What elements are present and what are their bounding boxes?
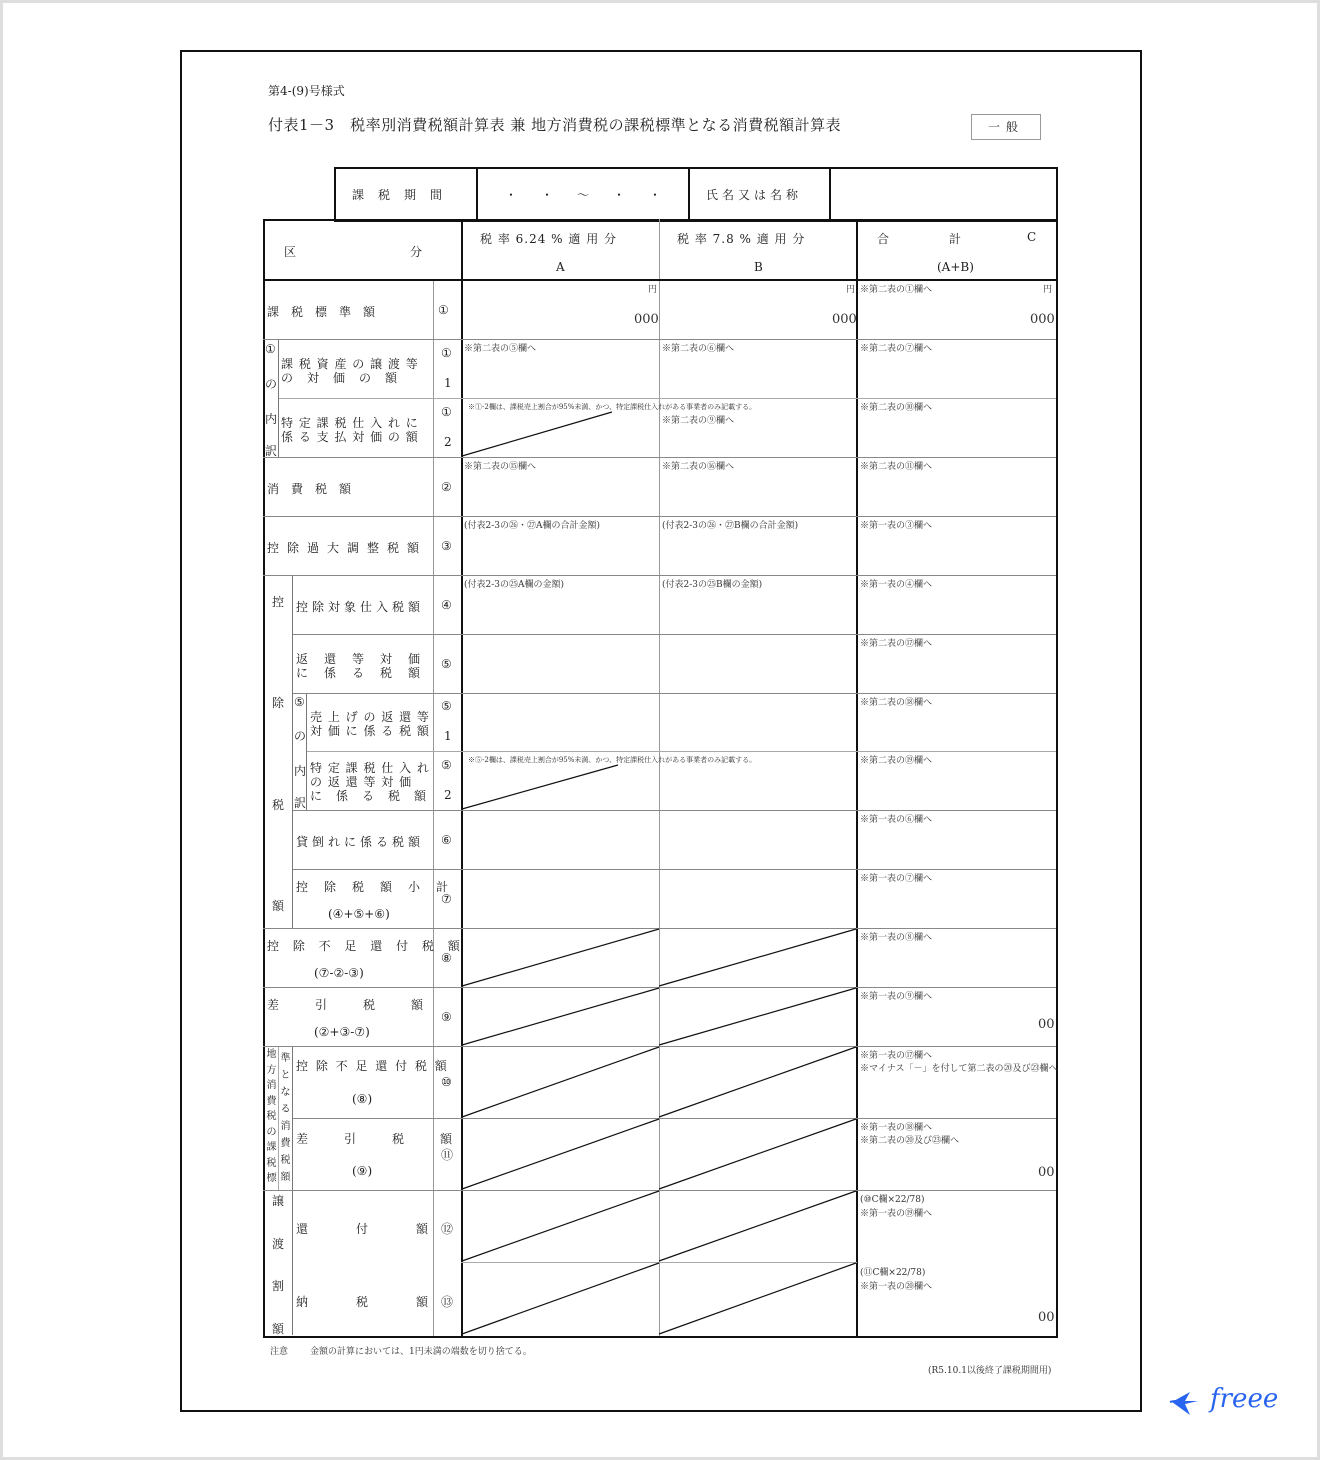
row1-2-a-note: ※①-2欄は、課税売上割合が95%未満、かつ、特定課税仕入れがある事業者のみ記載する。 [468,403,757,411]
cell-grid-a[interactable] [463,282,658,928]
col-c-left: 合 [877,232,890,246]
chiho-char: 準 [280,1053,291,1064]
row1-a-value[interactable]: 000 [634,312,659,327]
chiho-char: 消 [280,1121,291,1132]
row5-1-num-bot: 1 [444,729,452,743]
row10-c-note-1: ※第一表の⑰欄へ [860,1051,933,1061]
row8-c-note: ※第一表の⑧欄へ [860,933,933,943]
row5-1-label-2: 対 価 に 係 る 税 額 [310,724,430,738]
row1-num: ① [438,303,449,317]
group-joto-0: 譲 [272,1194,285,1208]
row1-c-value[interactable]: 000 [1030,312,1055,327]
chiho-char: 費 [280,1138,291,1149]
chiho-char: 地 [266,1049,277,1060]
row5-1-c-note: ※第二表の⑱欄へ [860,698,933,708]
row7-label-1: 控 除 税 額 小 計 [296,880,451,894]
row1-1-a-note: ※第二表の⑤欄へ [464,344,537,354]
row6-num: ⑥ [441,833,452,847]
row5-2-num-top: ⑤ [441,758,452,772]
row4-c-note: ※第一表の④欄へ [860,580,933,590]
row10-num: ⑩ [441,1075,452,1089]
group-chiho-right [279,1050,292,1186]
row1-2-label-1: 特 定 課 税 仕 入 れ に [281,416,419,430]
row6-c-note: ※第一表の⑥欄へ [860,815,933,825]
row5-2-label-1: 特 定 課 税 仕 入 れ [310,761,430,775]
row4-a-note: (付表2-3の㉕A欄の金額) [464,580,565,590]
row4-b-note: (付表2-3の㉕B欄の金額) [662,580,763,590]
row5-1-num-top: ⑤ [441,699,452,713]
group-joto-3: 額 [272,1322,285,1336]
row1-b-value[interactable]: 000 [832,312,857,327]
row2-label: 消 費 税 額 [267,482,352,496]
form-title: 付表1－3 税率別消費税額計算表 兼 地方消費税の課税標準となる消費税額計算表 [268,116,842,134]
row1-c-note: ※第二表の①欄へ [860,285,933,295]
row13-c-value[interactable]: 00 [1038,1310,1055,1325]
row1-a-unit: 円 [648,285,658,295]
row3-b-note: (付表2-3の㉖・㉗B欄の合計金額) [662,521,799,531]
row6-label: 貸倒れに係る税額 [296,835,425,849]
chiho-char: の [266,1126,277,1138]
col-c-sum: (A+B) [937,260,974,274]
row2-c-note: ※第二表の⑪欄へ [860,462,933,472]
type-badge: 一般 [971,114,1041,140]
row12-c-note-1: (⑩C欄×22/78) [860,1195,925,1205]
chiho-char: 方 [266,1064,277,1076]
row11-c-value[interactable]: 00 [1038,1165,1055,1180]
row1-2-label-2: 係 る 支 払 対 価 の 額 [281,430,419,444]
applicability-note: (R5.10.1以後終了課税期間用) [928,1366,1052,1376]
row8-num: ⑧ [441,951,452,965]
row3-num: ③ [441,539,452,553]
row12-num: ⑫ [441,1222,454,1236]
row11-c-note-1: ※第一表の⑱欄へ [860,1123,933,1133]
group-uchiwake1-3: 訳 [265,444,278,458]
period-label: 課税期間 [352,188,457,202]
row7-label-2: (④+⑤+⑥) [328,907,390,921]
period-value[interactable]: ・ ・ ～ ・ ・ [505,188,668,202]
row12-c-note-2: ※第一表の⑲欄へ [860,1209,933,1219]
row1-2-num-bot: 2 [444,435,452,449]
group-kojo-0: 控 [272,595,285,609]
freee-wordmark: freee [1210,1384,1279,1414]
group-uchiwake5-2: 内 [294,764,307,778]
cell-grid-c[interactable] [858,296,1053,1334]
row8-label-2: (⑦-②-③) [314,966,364,980]
group-uchiwake1-2: 内 [265,412,278,426]
row9-c-note: ※第一表の⑨欄へ [860,992,933,1002]
row1-1-label-1: 課 税 資 産 の 譲 渡 等 [281,357,419,371]
row1-1-num-top: ① [441,346,452,360]
group-kojo-1: 除 [272,696,285,710]
chiho-char: と [280,1070,291,1081]
row1-2-c-note: ※第二表の⑩欄へ [860,403,933,413]
row5-2-label-3: に 係 る 税 額 [310,789,428,803]
col-a-title: 税 率 6.24 % 適 用 分 [480,232,618,246]
row7-num: ⑦ [441,892,452,906]
row7-c-note: ※第一表の⑦欄へ [860,874,933,884]
row13-c-note-1: (⑪C欄×22/78) [860,1268,926,1278]
row2-b-note: ※第二表の⑯欄へ [662,462,735,472]
row2-num: ② [441,480,452,494]
group-uchiwake1-0: ① [265,342,276,356]
row3-a-note: (付表2-3の㉖・㉗A欄の合計金額) [464,521,601,531]
row1-2-num-top: ① [441,405,452,419]
chiho-char: 標 [266,1173,277,1184]
row13-c-note-2: ※第一表の⑳欄へ [860,1282,933,1292]
row5-1-label-1: 売 上 げ の 返 還 等 [310,710,430,724]
group-uchiwake1-1: の [265,377,278,391]
row11-label-1: 差 引 税 額 [296,1132,457,1146]
group-joto-1: 渡 [272,1237,285,1251]
row9-c-value[interactable]: 00 [1038,1017,1055,1032]
row13-num: ⑬ [441,1295,454,1309]
row1-1-num-bot: 1 [444,376,452,390]
row3-label: 控除過大調整税額 [267,541,428,555]
row11-num: ⑪ [441,1148,454,1162]
note-text: 金額の計算においては、1円未満の端数を切り捨てる。 [310,1347,532,1357]
chiho-char: る [280,1104,291,1115]
col-c-mid: 計 [949,232,962,246]
row11-label-2: (⑨) [352,1164,373,1178]
row10-label-2: (⑧) [352,1092,373,1106]
row8-label-1: 控 除 不 足 還 付 税 額 [267,939,465,953]
chiho-char: 税 [266,1111,277,1122]
group-chiho-left [265,1047,278,1187]
row1-c-unit: 円 [1043,285,1053,295]
row9-label-1: 差 引 税 額 [267,998,428,1012]
row5-2-c-note: ※第二表の⑲欄へ [860,756,933,766]
row5-num: ⑤ [441,657,452,671]
row1-label: 課 税 標 準 額 [267,305,376,319]
row5-label-2: に 係 る 税 額 [296,666,423,680]
col-b-title: 税 率 7.8 % 適 用 分 [677,232,806,246]
row11-c-note-2: ※第二表の⑳及び㉓欄へ [860,1136,960,1146]
row4-num: ④ [441,598,452,612]
row1-b-unit: 円 [846,285,856,295]
row1-1-label-2: の 対 価 の 額 [281,371,399,385]
row9-num: ⑨ [441,1010,452,1024]
freee-logo [1168,1382,1288,1422]
group-kojo-2: 税 [272,798,285,812]
row5-c-note: ※第二表の⑰欄へ [860,639,933,649]
cell-grid-b[interactable] [661,282,855,928]
row1-1-c-note: ※第二表の⑦欄へ [860,344,933,354]
row10-c-note-2: ※マイナス「－」を付して第二表の⑳及び㉓欄へ [860,1064,1058,1074]
group-kojo-3: 額 [272,899,285,913]
row9-label-2: (②+③-⑦) [314,1025,370,1039]
row5-2-label-2: の 返 還 等 対 価 [310,775,413,789]
row4-label: 控除対象仕入税額 [296,600,425,614]
group-uchiwake5-1: の [294,729,307,743]
col-a-letter: A [556,260,565,274]
row13-label: 納 税 額 [296,1295,437,1309]
row1-1-b-note: ※第二表の⑥欄へ [662,344,735,354]
col-category: 区 分 [284,245,429,259]
col-c-right: C [1027,230,1037,244]
col-b-letter: B [754,260,763,274]
row5-2-a-note: ※⑤-2欄は、課税売上割合が95%未満、かつ、特定課税仕入れがある事業者のみ記載する。 [468,756,757,764]
row5-label-1: 返 還 等 対 価 [296,652,423,666]
chiho-char: 税 [266,1157,277,1169]
group-uchiwake5-0: ⑤ [294,695,305,709]
row12-label: 還 付 額 [296,1222,437,1236]
chiho-char: 消 [266,1080,277,1091]
group-joto-2: 割 [272,1279,285,1293]
note-label: 注意 [270,1347,289,1357]
name-label: 氏名又は名称 [706,188,803,202]
chiho-char: 課 [266,1142,277,1153]
row10-label-1: 控 除 不 足 還 付 税 額 [296,1059,449,1073]
row2-a-note: ※第二表の⑮欄へ [464,462,537,472]
form-number: 第4-(9)号様式 [268,84,345,98]
chiho-char: 税 [280,1155,291,1166]
chiho-char: 費 [266,1095,277,1107]
row3-c-note: ※第一表の③欄へ [860,521,933,531]
row1-2-b-note: ※第二表の⑨欄へ [662,416,735,426]
group-uchiwake5-3: 訳 [294,796,307,810]
chiho-char: 額 [280,1172,291,1183]
chiho-char: な [280,1087,291,1098]
row5-2-num-bot: 2 [444,788,452,802]
